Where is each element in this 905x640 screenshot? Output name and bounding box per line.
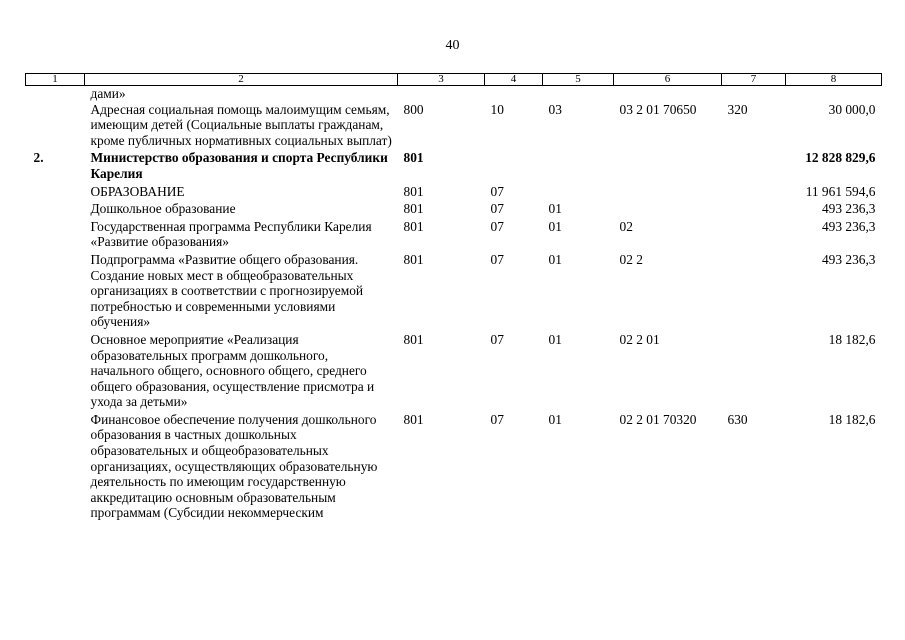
row-amount: 493 236,3 (821, 251, 876, 267)
table-row (26, 102, 882, 151)
section-code: 07 (490, 183, 504, 199)
page-number: 40 (445, 38, 460, 53)
row-number (26, 219, 85, 252)
row-amount (786, 86, 882, 102)
subsection-code: 01 (548, 331, 562, 347)
section-code: 07 (490, 251, 504, 267)
column-number-cell: 5 (543, 74, 614, 86)
expense-type-code (722, 219, 786, 252)
row-name: Министерство образования и спорта Республики Карелия (90, 150, 388, 181)
row-number (26, 332, 85, 412)
admin-code: 801 (403, 411, 424, 427)
admin-code: 801 (403, 218, 424, 234)
row-amount: 493 236,3 (821, 218, 876, 234)
target-article-code (614, 150, 722, 183)
section-code: 10 (490, 101, 504, 117)
row-name: Подпрограмма «Развитие общего образования. Создание новых мест в общеобразовательных организациях в соответствии с прогнозируемой потребностью и современными условиями обучения» (90, 251, 364, 330)
table-row (26, 150, 882, 183)
section-code: 07 (490, 218, 504, 234)
target-article-code (614, 201, 722, 219)
row-name: Финансовое обеспечение получения дошкольного образования в частных дошкольных образовательных и общеобразовательных организациях, осуществляющих образовательную деятельность по имеющим государственную аккредитацию основным образовательным программам (Субсидии некоммерческим (90, 411, 378, 521)
column-number-cell: 7 (722, 74, 786, 86)
admin-code: 801 (403, 150, 424, 166)
row-amount: 30 000,0 (828, 101, 876, 117)
row-name: Дошкольное образование (90, 201, 236, 217)
table-row (26, 184, 882, 202)
section-code: 07 (490, 411, 504, 427)
row-name: Государственная программа Республики Карелия «Развитие образования» (90, 218, 372, 250)
target-article-code (614, 184, 722, 202)
admin-code: 801 (403, 201, 424, 217)
table-row (26, 219, 882, 252)
expense-type-code: 630 (727, 411, 748, 427)
expense-type-code: 320 (727, 101, 748, 117)
row-number (26, 252, 85, 332)
expense-type-code (722, 184, 786, 202)
expense-type-code (722, 332, 786, 412)
admin-code (398, 86, 485, 102)
budget-table (25, 73, 882, 523)
table-row (26, 252, 882, 332)
row-name: дами» (90, 86, 126, 101)
subsection-code: 01 (548, 411, 562, 427)
column-number-cell: 8 (786, 74, 882, 86)
row-name: ОБРАЗОВАНИЕ (90, 183, 185, 199)
row-amount: 18 182,6 (828, 411, 876, 427)
column-number-cell: 2 (85, 74, 398, 86)
expense-type-code (722, 252, 786, 332)
column-number-cell: 6 (614, 74, 722, 86)
subsection-code (543, 86, 614, 102)
admin-code: 801 (403, 251, 424, 267)
subsection-code: 01 (548, 218, 562, 234)
column-number-cell: 1 (26, 74, 85, 86)
budget-table-body (26, 86, 882, 524)
target-article-code: 02 2 01 (619, 331, 660, 347)
expense-type-code (722, 86, 786, 102)
section-code: 07 (490, 201, 504, 217)
table-row (26, 201, 882, 219)
target-article-code: 03 2 01 70650 (619, 101, 697, 117)
row-number: 2. (33, 150, 44, 166)
expense-type-code (722, 150, 786, 183)
subsection-code: 01 (548, 251, 562, 267)
row-amount: 11 961 594,6 (805, 183, 876, 199)
table-row (26, 332, 882, 412)
row-number (26, 86, 85, 102)
column-number-header-row (26, 74, 882, 86)
row-amount: 12 828 829,6 (805, 150, 876, 166)
row-number (26, 201, 85, 219)
subsection-code: 03 (548, 101, 562, 117)
row-amount: 18 182,6 (828, 331, 876, 347)
expense-type-code (722, 201, 786, 219)
subsection-code: 01 (548, 201, 562, 217)
target-article-code: 02 2 (619, 251, 643, 267)
admin-code: 800 (403, 101, 424, 117)
section-code (485, 86, 543, 102)
admin-code: 801 (403, 331, 424, 347)
row-number (26, 412, 85, 523)
subsection-code (543, 150, 614, 183)
row-number (26, 184, 85, 202)
target-article-code (614, 86, 722, 102)
table-row (26, 412, 882, 523)
row-amount: 493 236,3 (821, 201, 876, 217)
row-name: Основное мероприятие «Реализация образовательных программ дошкольного, начального общего, основного общего, среднего общего образования, осуществление присмотра и ухода за детьми» (90, 331, 375, 410)
target-article-code: 02 2 01 70320 (619, 411, 697, 427)
table-row (26, 86, 882, 102)
target-article-code: 02 (619, 218, 633, 234)
row-name: Адресная социальная помощь малоимущим семьям, имеющим детей (Социальные выплаты гражданам, кроме публичных нормативных социальных выплат) (90, 101, 392, 148)
admin-code: 801 (403, 183, 424, 199)
row-number (26, 102, 85, 151)
section-code (485, 150, 543, 183)
section-code: 07 (490, 331, 504, 347)
column-number-cell: 3 (398, 74, 485, 86)
column-number-cell: 4 (485, 74, 543, 86)
subsection-code (543, 184, 614, 202)
